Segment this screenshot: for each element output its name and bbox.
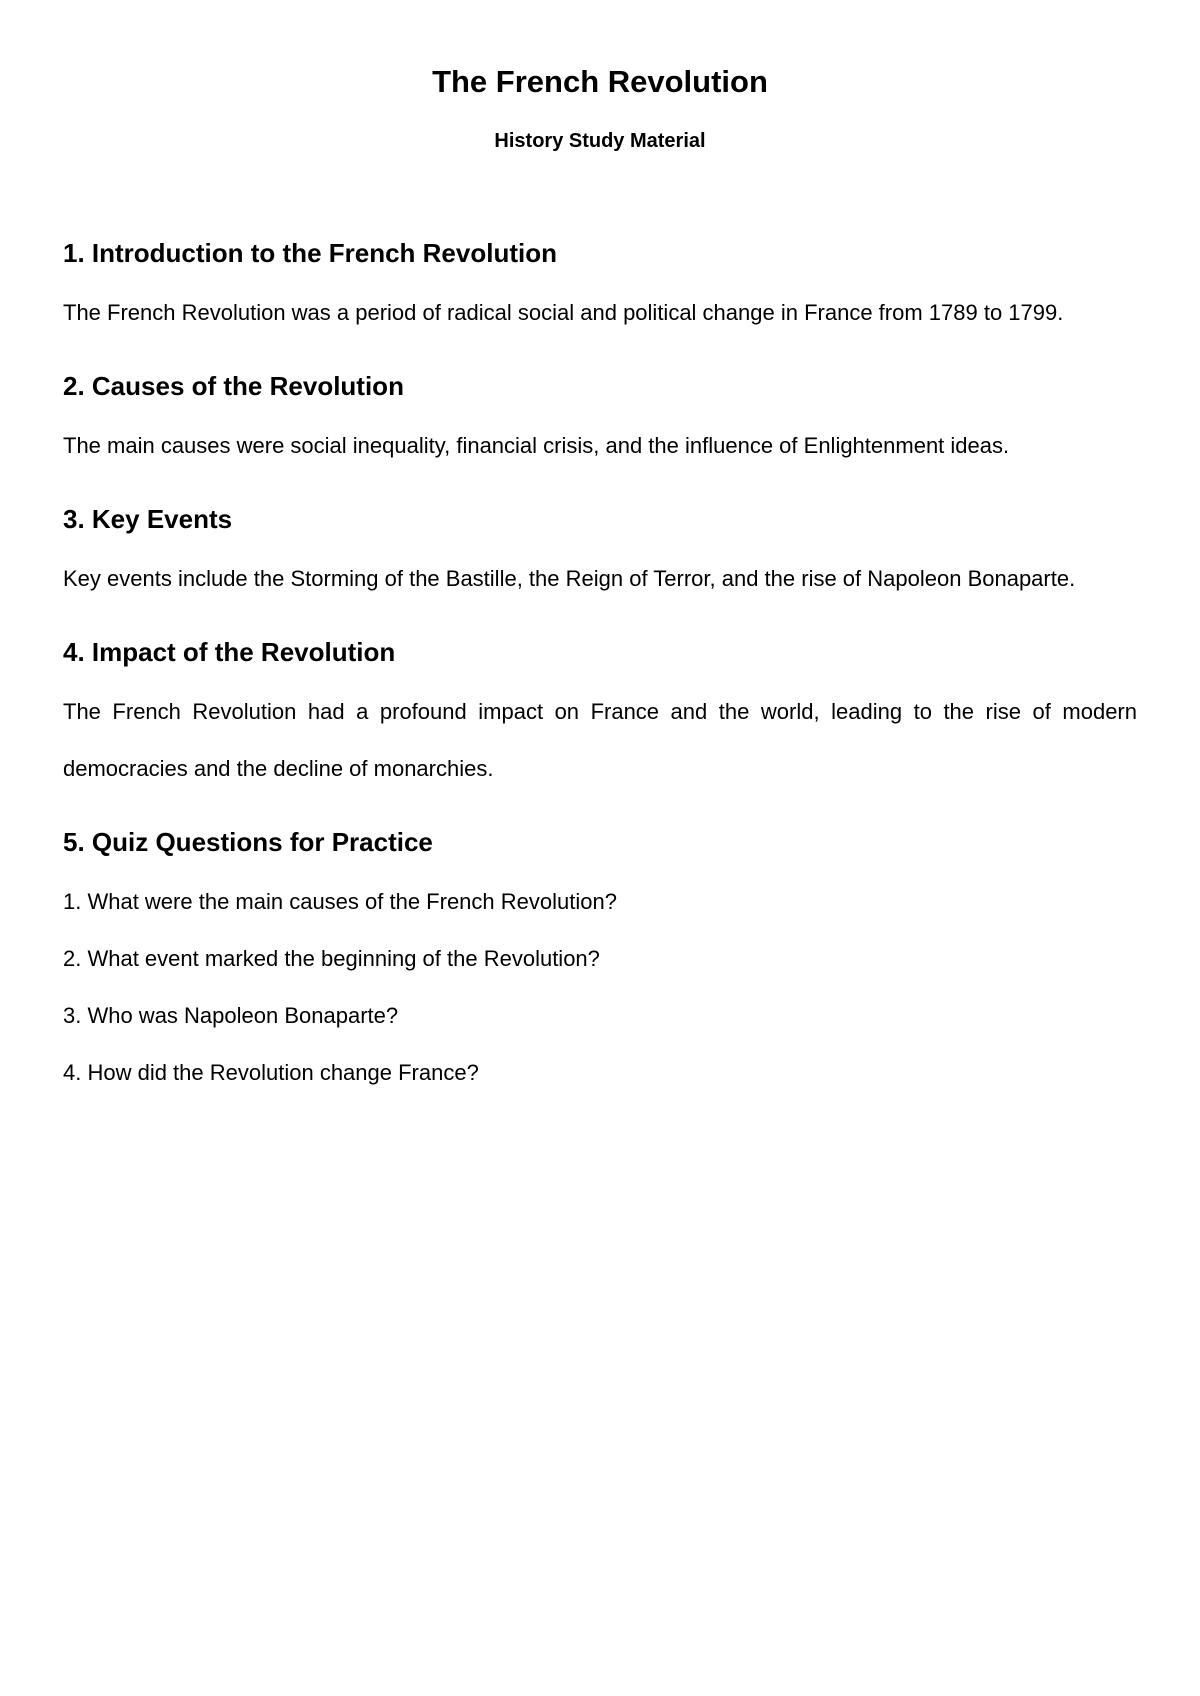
quiz-question: 1. What were the main causes of the French Revolution? — [63, 889, 617, 914]
section-body: The French Revolution had a profound impact on France and the world, leading to the rise of modern democracies and the decline of monarchies. — [63, 699, 1137, 781]
quiz-question: 2. What event marked the beginning of the Revolution? — [63, 946, 600, 971]
page-title: The French Revolution — [432, 64, 768, 99]
section-body: Key events include the Storming of the Bastille, the Reign of Terror, and the rise of Napoleon Bonaparte. — [63, 566, 1076, 591]
document-content — [63, 236, 1137, 1129]
section-impact — [63, 635, 1137, 797]
section-body: The main causes were social inequality, financial crisis, and the influence of Enlightenment ideas. — [63, 433, 1010, 458]
section-heading: 2. Causes of the Revolution — [63, 371, 404, 401]
quiz-heading: 5. Quiz Questions for Practice — [63, 827, 433, 857]
quiz-question: 3. Who was Napoleon Bonaparte? — [63, 1003, 399, 1028]
section-heading: 4. Impact of the Revolution — [63, 637, 396, 667]
section-key-events — [63, 502, 1137, 607]
section-heading: 1. Introduction to the French Revolution — [63, 238, 557, 268]
section-heading: 3. Key Events — [63, 504, 233, 534]
section-body: The French Revolution was a period of radical social and political change in France from 1789 to 1799. — [63, 300, 1064, 325]
section-quiz — [63, 825, 1137, 1101]
quiz-question-list — [63, 873, 1137, 1101]
section-causes — [63, 369, 1137, 474]
quiz-question: 4. How did the Revolution change France? — [63, 1060, 479, 1085]
section-introduction — [63, 236, 1137, 341]
page-subtitle: History Study Material — [494, 130, 706, 152]
